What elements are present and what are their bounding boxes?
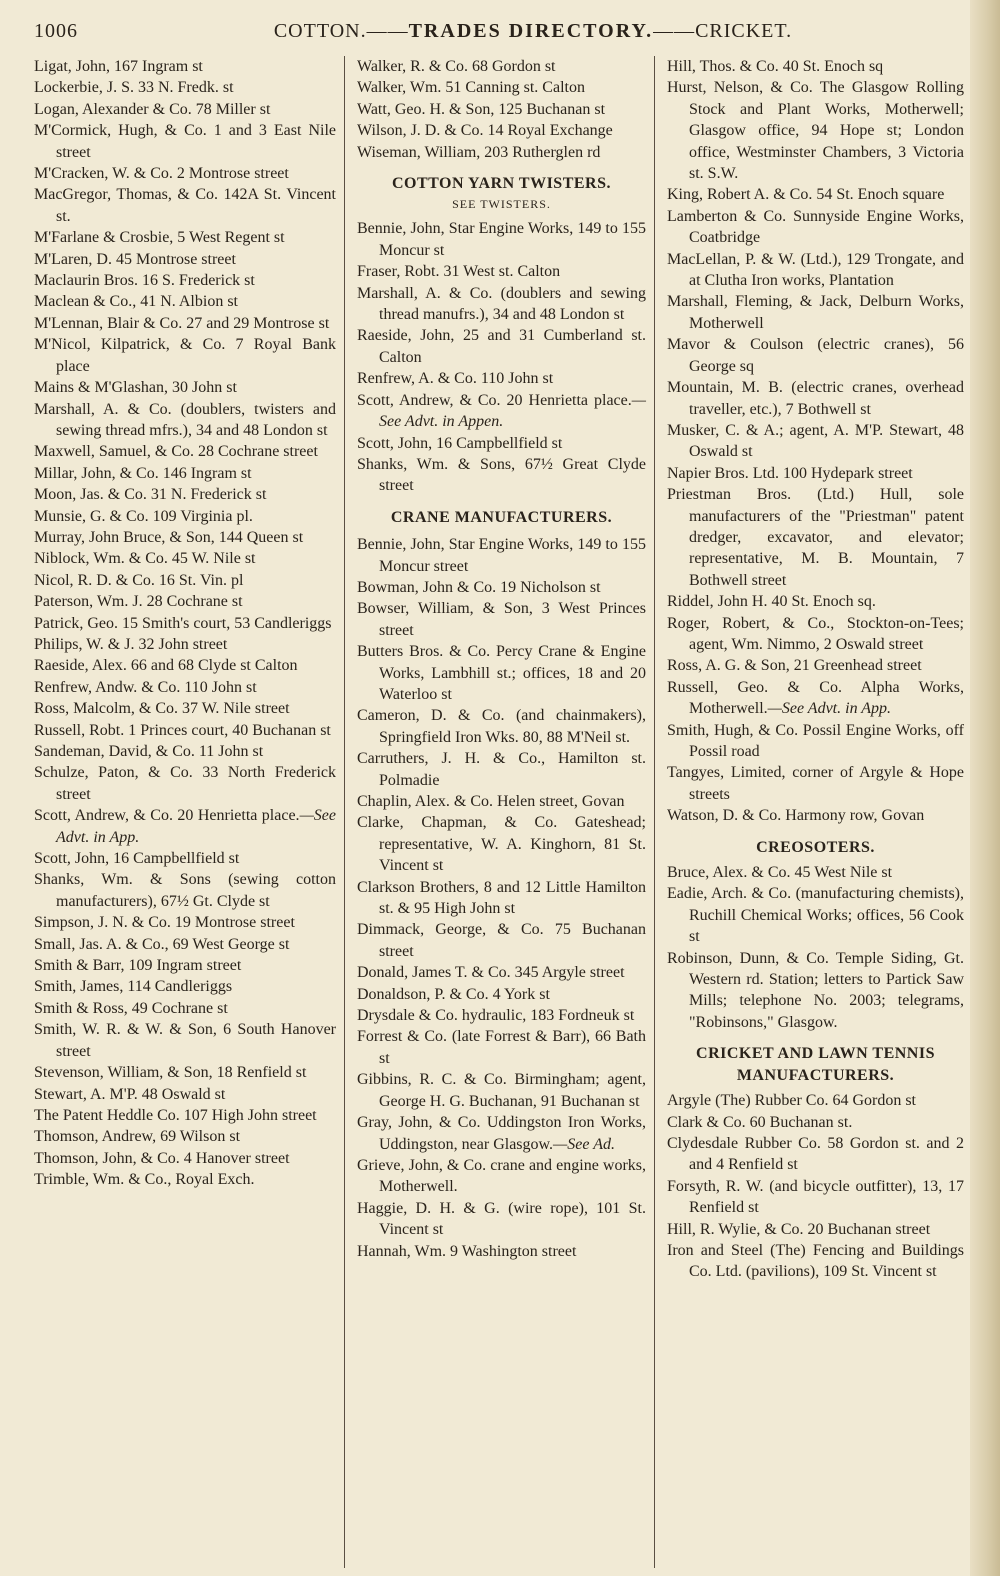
- list-item: The Patent Heddle Co. 107 High John street: [34, 1106, 317, 1124]
- list-item: Forrest & Co. (late Forrest & Barr), 66 Bath st: [357, 1028, 646, 1067]
- list-item: [667, 677, 964, 720]
- entry-text: Russell, Geo. & Co. Alpha Works, Motherwell.: [667, 678, 964, 718]
- list-item: Mavor & Coulson (electric cranes), 56 George sq: [667, 336, 964, 375]
- column-3: [654, 56, 964, 1568]
- list-item: Hill, R. Wylie, & Co. 20 Buchanan street: [667, 1220, 931, 1238]
- section-heading: CRICKET AND LAWN TENNIS MANUFACTURERS.: [696, 1045, 935, 1084]
- list-item: M'Cracken, W. & Co. 2 Montrose street: [34, 165, 289, 183]
- list-item: M'Nicol, Kilpatrick, & Co. 7 Royal Bank place: [34, 336, 336, 375]
- page-number: 1006: [34, 19, 78, 42]
- list-item: Patrick, Geo. 15 Smith's court, 53 Candleriggs: [34, 614, 332, 632]
- advert-reference: —See Advt. in Appen.: [379, 391, 646, 431]
- list-item: Marshall, A. & Co. (doublers and sewing thread manufrs.), 34 and 48 London st: [357, 284, 646, 324]
- list-item: Cameron, D. & Co. (and chainmakers), Springfield Iron Wks. 80, 88 M'Neil st.: [357, 707, 646, 746]
- list-item: Moon, Jas. & Co. 31 N. Frederick st: [34, 486, 267, 504]
- list-item: Renfrew, A. & Co. 110 John st: [357, 370, 554, 388]
- list-item: M'Cormick, Hugh, & Co. 1 and 3 East Nile street: [34, 122, 336, 161]
- list-item: MacGregor, Thomas, & Co. 142A St. Vincent st.: [34, 186, 336, 225]
- list-item: Scott, John, 16 Campbellfield st: [34, 850, 240, 868]
- list-item: [34, 805, 336, 848]
- list-item: Maxwell, Samuel, & Co. 28 Cochrane street: [34, 443, 318, 461]
- advert-reference: —See Advt. in App.: [767, 700, 892, 718]
- section-heading: CRANE MANUFACTURERS.: [390, 508, 613, 526]
- list-item: Munsie, G. & Co. 109 Virginia pl.: [34, 507, 253, 525]
- list-item: Hill, Thos. & Co. 40 St. Enoch sq: [667, 58, 884, 75]
- list-item: Argyle (The) Rubber Co. 64 Gordon st: [667, 1092, 916, 1110]
- list-item: Marshall, A. & Co. (doublers, twisters and sewing thread mfrs.), 34 and 48 London st: [34, 400, 336, 439]
- list-item: Forsyth, R. W. (and bicycle outfitter), 13, 17 Renfield st: [667, 1177, 964, 1217]
- list-item: Bruce, Alex. & Co. 45 West Nile st: [667, 864, 893, 882]
- list-item: Russell, Robt. 1 Princes court, 40 Buchanan st: [34, 721, 331, 739]
- list-item: Marshall, Fleming, & Jack, Delburn Works, Motherwell: [667, 293, 964, 332]
- entry-text: Gray, John, & Co. Uddingston Iron Works, Uddingston, near Glasgow.: [357, 1114, 646, 1153]
- list-item: Shanks, Wm. & Sons (sewing cotton manufacturers), 67½ Gt. Clyde st: [34, 871, 336, 910]
- list-item: Murray, John Bruce, & Son, 144 Queen st: [34, 528, 304, 546]
- list-item: Watson, D. & Co. Harmony row, Govan: [667, 807, 925, 825]
- list-item: Dimmack, George, & Co. 75 Buchanan street: [357, 921, 646, 960]
- list-item: Bennie, John, Star Engine Works, 149 to 155 Moncur street: [357, 536, 646, 575]
- list-item: Thomson, Andrew, 69 Wilson st: [34, 1128, 241, 1146]
- list-item: Butters Bros. & Co. Percy Crane & Engine Works, Lambhill st.; offices, 18 and 20 Waterloo st: [357, 643, 646, 703]
- list-item: Philips, W. & J. 32 John street: [34, 635, 228, 653]
- list-item: Eadie, Arch. & Co. (manufacturing chemists), Ruchill Chemical Works; offices, 56 Cook st: [667, 885, 964, 946]
- list-item: M'Lennan, Blair & Co. 27 and 29 Montrose st: [34, 314, 330, 332]
- list-item: Ligat, John, 167 Ingram st: [34, 58, 203, 75]
- list-item: Clarkson Brothers, 8 and 12 Little Hamilton st. & 95 High John st: [357, 878, 646, 918]
- list-item: Small, Jas. A. & Co., 69 West George st: [34, 935, 290, 953]
- list-item: Ross, Malcolm, & Co. 37 W. Nile street: [34, 700, 290, 718]
- list-item: Chaplin, Alex. & Co. Helen street, Govan: [357, 793, 625, 810]
- entry-text: Scott, Andrew, & Co. 20 Henrietta place.: [34, 807, 300, 825]
- list-item: Ross, A. G. & Son, 21 Greenhead street: [667, 657, 922, 675]
- list-item: M'Farlane & Crosbie, 5 West Regent st: [34, 229, 285, 247]
- list-item: Scott, John, 16 Campbellfield st: [357, 434, 563, 452]
- list-item: Smith, Hugh, & Co. Possil Engine Works, off Possil road: [667, 721, 964, 760]
- list-item: Musker, C. & A.; agent, A. M'P. Stewart, 48 Oswald st: [667, 421, 964, 461]
- advert-reference: —See Ad.: [553, 1135, 615, 1153]
- list-item: Bennie, John, Star Engine Works, 149 to 155 Moncur st: [357, 220, 646, 259]
- list-item: Wiseman, William, 203 Rutherglen rd: [357, 143, 601, 161]
- list-item: Niblock, Wm. & Co. 45 W. Nile st: [34, 550, 256, 568]
- list-item: Mains & M'Glashan, 30 John st: [34, 379, 237, 397]
- list-item: Smith, W. R. & W. & Son, 6 South Hanover street: [34, 1021, 336, 1060]
- running-head-center: TRADES DIRECTORY.: [408, 19, 654, 42]
- section-heading: COTTON YARN TWISTERS.: [391, 175, 611, 193]
- list-item: Carruthers, J. H. & Co., Hamilton st. Polmadie: [357, 750, 646, 789]
- list-item: Donald, James T. & Co. 345 Argyle street: [357, 964, 625, 982]
- list-item: Trimble, Wm. & Co., Royal Exch.: [34, 1171, 255, 1189]
- list-item: Mountain, M. B. (electric cranes, overhead traveller, etc.), 7 Bothwell st: [667, 379, 964, 418]
- column-1: [34, 56, 344, 1568]
- list-item: Priestman Bros. (Ltd.) Hull, sole manufacturers of the "Priestman" patent dredger, excavator, and elevator; representative, M. B. Mountain, 7 Bothwell street: [667, 486, 964, 589]
- list-item: Gibbins, R. C. & Co. Birmingham; agent, George H. G. Buchanan, 91 Buchanan st: [357, 1071, 646, 1110]
- list-item: Watt, Geo. H. & Son, 125 Buchanan st: [357, 100, 606, 118]
- list-item: Lamberton & Co. Sunnyside Engine Works, Coatbridge: [667, 207, 964, 247]
- list-item: Hurst, Nelson, & Co. The Glasgow Rolling Stock and Plant Works, Motherwell; Glasgow office, 94 Hope st; London office, Westminster Chambers, 3 Victoria st. S.W.: [667, 79, 964, 183]
- list-item: King, Robert A. & Co. 54 St. Enoch square: [667, 186, 945, 204]
- page-edge: [970, 0, 1000, 1576]
- list-item: M'Laren, D. 45 Montrose street: [34, 250, 236, 268]
- entry-text: Scott, Andrew, & Co. 20 Henrietta place.: [357, 391, 632, 409]
- list-item: [357, 1112, 646, 1155]
- list-item: [357, 390, 646, 433]
- list-item: Walker, Wm. 51 Canning st. Calton: [357, 79, 585, 97]
- list-item: Bowman, John & Co. 19 Nicholson st: [357, 578, 601, 596]
- page-header: [34, 14, 960, 48]
- list-item: Smith, James, 114 Candleriggs: [34, 978, 233, 996]
- list-item: Fraser, Robt. 31 West st. Calton: [357, 263, 561, 281]
- list-item: Robinson, Dunn, & Co. Temple Siding, Gt. Western rd. Station; letters to Partick Saw Mills; telephone No. 2003; telegrams, "Robinsons," Glasgow.: [667, 949, 964, 1031]
- list-item: Simpson, J. N. & Co. 19 Montrose street: [34, 914, 295, 932]
- list-item: Drysdale & Co. hydraulic, 183 Fordneuk st: [357, 1007, 635, 1025]
- running-head-right: CRICKET.: [695, 19, 793, 42]
- list-item: Tangyes, Limited, corner of Argyle & Hope streets: [667, 764, 964, 803]
- list-item: Grieve, John, & Co. crane and engine works, Motherwell.: [357, 1156, 646, 1196]
- list-item: Walker, R. & Co. 68 Gordon st: [357, 58, 556, 75]
- running-head-left: COTTON.: [273, 19, 367, 42]
- list-item: Paterson, Wm. J. 28 Cochrane st: [34, 593, 243, 611]
- list-item: Maclaurin Bros. 16 S. Frederick st: [34, 272, 255, 290]
- cross-reference: SEE TWISTERS.: [452, 197, 551, 212]
- list-item: Iron and Steel (The) Fencing and Buildings Co. Ltd. (pavilions), 109 St. Vincent st: [667, 1241, 964, 1281]
- list-item: Haggie, D. H. & G. (wire rope), 101 St. Vincent st: [357, 1199, 646, 1239]
- list-item: Napier Bros. Ltd. 100 Hydepark street: [667, 464, 913, 482]
- list-item: Shanks, Wm. & Sons, 67½ Great Clyde street: [357, 455, 646, 495]
- list-item: Riddel, John H. 40 St. Enoch sq.: [667, 593, 876, 611]
- list-item: Raeside, Alex. 66 and 68 Clyde st Calton: [34, 657, 298, 675]
- list-item: Lockerbie, J. S. 33 N. Fredk. st: [34, 79, 234, 97]
- list-item: Stewart, A. M'P. 48 Oswald st: [34, 1085, 226, 1103]
- list-item: Clydesdale Rubber Co. 58 Gordon st. and 2 and 4 Renfield st: [667, 1134, 964, 1174]
- list-item: Smith & Barr, 109 Ingram street: [34, 957, 242, 975]
- column-2: [344, 56, 654, 1568]
- list-item: Wilson, J. D. & Co. 14 Royal Exchange: [357, 122, 613, 140]
- section-heading: CREOSOTERS.: [756, 838, 875, 856]
- list-item: Bowser, William, & Son, 3 West Princes street: [357, 600, 646, 639]
- running-head: COTTON.——TRADES DIRECTORY.——CRICKET.: [273, 19, 793, 42]
- list-item: Clarke, Chapman, & Co. Gateshead; representative, W. A. Kinghorn, 81 St. Vincent st: [357, 814, 646, 875]
- list-item: Thomson, John, & Co. 4 Hanover street: [34, 1149, 290, 1167]
- list-item: Sandeman, David, & Co. 11 John st: [34, 743, 264, 760]
- list-item: MacLellan, P. & W. (Ltd.), 129 Trongate, and at Clutha Iron works, Plantation: [667, 250, 964, 290]
- list-item: Renfrew, Andw. & Co. 110 John st: [34, 678, 257, 696]
- list-item: Schulze, Paton, & Co. 33 North Frederick street: [34, 764, 336, 803]
- list-item: Raeside, John, 25 and 31 Cumberland st. Calton: [357, 327, 646, 366]
- list-item: Millar, John, & Co. 146 Ingram st: [34, 464, 252, 482]
- list-item: Stevenson, William, & Son, 18 Renfield st: [34, 1064, 307, 1082]
- list-item: Smith & Ross, 49 Cochrane st: [34, 999, 228, 1017]
- list-item: Roger, Robert, & Co., Stockton-on-Tees; agent, Wm. Nimmo, 2 Oswald street: [667, 614, 964, 653]
- columns: [34, 56, 964, 1568]
- list-item: Maclean & Co., 41 N. Albion st: [34, 293, 238, 311]
- list-item: Clark & Co. 60 Buchanan st.: [667, 1113, 853, 1131]
- advert-reference: —See Advt. in App.: [56, 807, 336, 846]
- list-item: Nicol, R. D. & Co. 16 St. Vin. pl: [34, 571, 244, 589]
- list-item: Logan, Alexander & Co. 78 Miller st: [34, 100, 271, 118]
- list-item: Donaldson, P. & Co. 4 York st: [357, 985, 550, 1003]
- list-item: Hannah, Wm. 9 Washington street: [357, 1242, 577, 1260]
